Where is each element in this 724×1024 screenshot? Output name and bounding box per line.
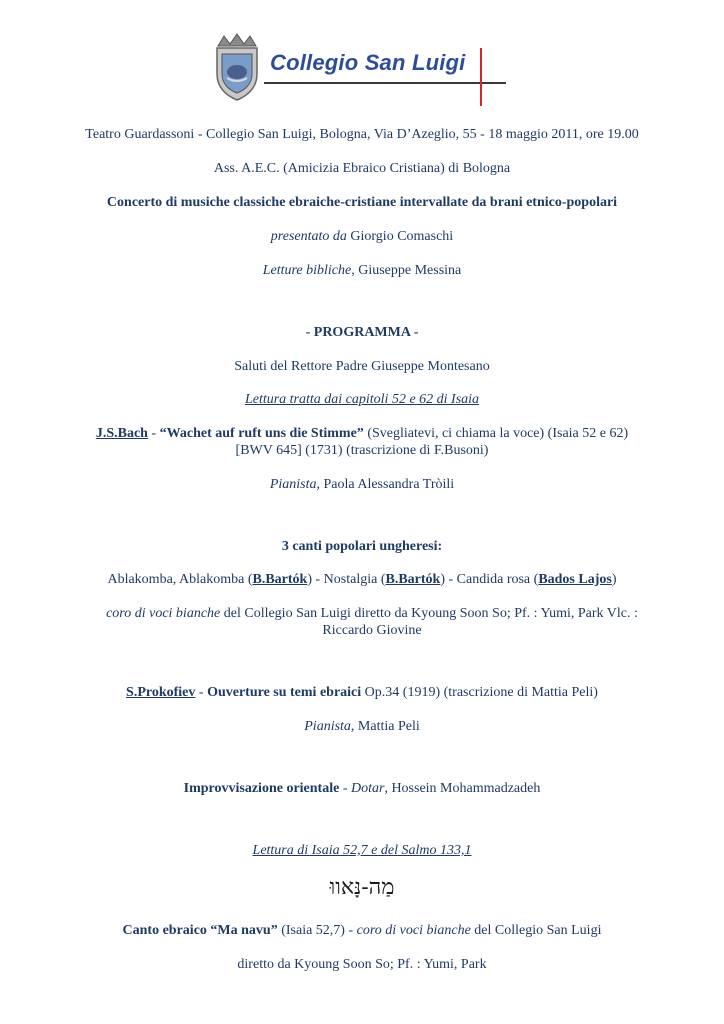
presented-line bbox=[40, 228, 684, 245]
improv-title: Improvvisazione orientale bbox=[183, 781, 340, 796]
canto-title: Canto ebraico “Ma navu” bbox=[122, 923, 278, 938]
logo-red-line bbox=[480, 48, 482, 106]
canto-choir-label: coro di voci bianche bbox=[356, 923, 471, 938]
readings-person: , Giuseppe Messina bbox=[351, 263, 462, 278]
readings-label: Letture bibliche bbox=[262, 263, 352, 278]
bach-line-2: [BWV 645] (1731) (trascrizione di F.Busoni) bbox=[235, 443, 489, 458]
composer-link-2[interactable]: B.Bartók bbox=[385, 572, 441, 587]
pianist-name-2: , Mattia Peli bbox=[350, 719, 420, 734]
canto-ref: (Isaia 52,7) - bbox=[277, 923, 357, 938]
reading-link-2[interactable]: Lettura di Isaia 52,7 e del Salmo 133,1 bbox=[252, 843, 472, 858]
hebrew-title: מַה-נָּאווּ bbox=[329, 875, 395, 900]
canto-choir-rest: del Collegio San Luigi bbox=[470, 923, 602, 938]
logo-underline bbox=[264, 82, 506, 84]
canto-line-2: diretto da Kyoung Soon So; Pf. : Yumi, Park bbox=[237, 957, 487, 972]
prokofiev-title: Ouverture su temi ebraici bbox=[207, 685, 362, 700]
bach-sep: - bbox=[147, 426, 160, 441]
choir-label-1: coro di voci bianche bbox=[106, 606, 221, 621]
prokofiev-sep: - bbox=[195, 685, 208, 700]
prokofiev-rest: Op.34 (1919) (trascrizione di Mattia Peli) bbox=[361, 685, 598, 700]
hungarian-heading: 3 canti popolari ungheresi: bbox=[281, 539, 443, 554]
bach-line bbox=[40, 425, 684, 442]
prokofiev-composer-link[interactable]: S.Prokofiev bbox=[126, 685, 196, 700]
greetings-line: Saluti del Rettore Padre Giuseppe Montesano bbox=[234, 359, 490, 374]
choir-text-1: del Collegio San Luigi diretto da Kyoung Soon So; Pf. : Yumi, Park Vlc. : Riccardo Giovine bbox=[220, 606, 638, 638]
song-1: Ablakomba, Ablakomba ( bbox=[107, 572, 253, 587]
hungarian-songs-line bbox=[40, 571, 684, 588]
canto-line bbox=[40, 922, 684, 939]
song-3: ) - Candida rosa ( bbox=[440, 572, 539, 587]
venue-line: Teatro Guardassoni - Collegio San Luigi, Bologna, Via D’Azeglio, 55 - 18 maggio 2011, ore 19.00 bbox=[85, 127, 639, 142]
crest-icon bbox=[212, 32, 262, 102]
composer-link-1[interactable]: B.Bartók bbox=[252, 572, 308, 587]
readings-line bbox=[40, 262, 684, 279]
pianist-label-2: Pianista bbox=[304, 719, 351, 734]
composer-link-3[interactable]: Bados Lajos bbox=[538, 572, 612, 587]
concert-title: Concerto di musiche classiche ebraiche-cristiane intervallate da brani etnico-popolari bbox=[106, 195, 618, 210]
improv-sep: - bbox=[339, 781, 351, 796]
improv-line bbox=[40, 780, 684, 797]
presenter-name: Giorgio Comaschi bbox=[346, 229, 454, 244]
bach-title: “Wachet auf ruft uns die Stimme” bbox=[159, 426, 364, 441]
presented-label: presentato da bbox=[270, 229, 347, 244]
reading-link-1[interactable]: Lettura tratta dai capitoli 52 e 62 di Isaia bbox=[244, 392, 480, 407]
improv-instrument: Dotar bbox=[350, 781, 385, 796]
pianist-label-1: Pianista bbox=[269, 477, 317, 492]
prokofiev-line bbox=[40, 684, 684, 701]
pianist-name-1: , Paola Alessandra Tròili bbox=[316, 477, 455, 492]
programme-heading: - PROGRAMMA - bbox=[305, 325, 419, 340]
bach-rest: (Svegliatevi, ci chiama la voce) (Isaia 52 e 62) bbox=[363, 426, 629, 441]
pianist-line-2 bbox=[40, 718, 684, 735]
association-line: Ass. A.E.C. (Amicizia Ebraico Cristiana) di Bologna bbox=[213, 161, 511, 176]
pianist-line-1 bbox=[40, 476, 684, 493]
choir-line-1 bbox=[88, 605, 656, 639]
improv-performer: , Hossein Mohammadzadeh bbox=[384, 781, 541, 796]
song-2: ) - Nostalgia ( bbox=[307, 572, 386, 587]
songs-close: ) bbox=[611, 572, 617, 587]
bach-composer-link[interactable]: J.S.Bach bbox=[95, 426, 148, 441]
college-logo bbox=[212, 30, 512, 110]
logo-text: Collegio San Luigi bbox=[270, 50, 466, 75]
